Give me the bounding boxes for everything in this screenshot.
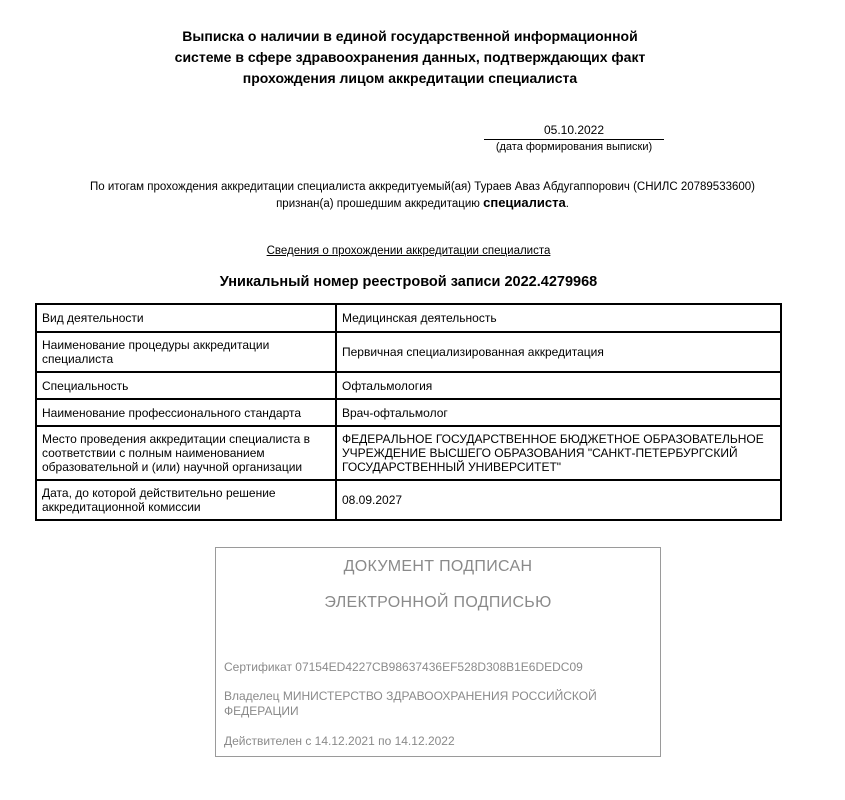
stamp-heading-2: ЭЛЕКТРОННОЙ ПОДПИСЬЮ xyxy=(324,594,552,611)
result-line-2 xyxy=(20,195,825,212)
table-row xyxy=(36,372,781,399)
date-block xyxy=(484,123,664,154)
table-row xyxy=(36,332,781,372)
table-row xyxy=(36,304,781,332)
table-row xyxy=(36,399,781,426)
stamp-validity: Действителен с 14.12.2021 по 14.12.2022 xyxy=(224,734,455,748)
result-line-2-bold: специалиста xyxy=(483,195,566,210)
document-title xyxy=(150,26,670,89)
stamp-owner: Владелец МИНИСТЕРСТВО ЗДРАВООХРАНЕНИЯ РОССИЙСКОЙ ФЕДЕРАЦИИ xyxy=(224,689,597,718)
result-line-1: По итогам прохождения аккредитации специалиста аккредитуемый(ая) Тураев Аваз Абдугаппорович (СНИЛС 20789533600) xyxy=(89,181,756,193)
row-value: Медицинская деятельность xyxy=(336,304,781,332)
issue-date: 05.10.2022 xyxy=(484,123,664,140)
stamp-certificate: Сертификат 07154ED4227CB98637436EF528D308B1E6DEDC09 xyxy=(224,660,583,674)
row-value: 08.09.2027 xyxy=(336,480,781,520)
row-value: ФЕДЕРАЛЬНОЕ ГОСУДАРСТВЕННОЕ БЮДЖЕТНОЕ ОБРАЗОВАТЕЛЬНОЕ УЧРЕЖДЕНИЕ ВЫСШЕГО ОБРАЗОВАНИЯ "САНКТ-ПЕТЕРБУРГСКИЙ ГОСУДАРСТВЕННЫЙ УНИВЕРСИТЕТ" xyxy=(336,426,781,480)
table-row xyxy=(36,426,781,480)
row-label: Дата, до которой действительно решение аккредитационной комиссии xyxy=(36,480,336,520)
electronic-signature-stamp xyxy=(215,547,661,757)
row-value: Врач-офтальмолог xyxy=(336,399,781,426)
issue-date-caption: (дата формирования выписки) xyxy=(495,141,653,153)
row-label: Вид деятельности xyxy=(36,304,336,332)
row-label: Место проведения аккредитации специалиста в соответствии с полным наименованием образовательной и (или) научной организации xyxy=(36,426,336,480)
registry-number: Уникальный номер реестровой записи 2022.4279968 xyxy=(219,274,598,290)
row-label: Специальность xyxy=(36,372,336,399)
row-label: Наименование профессионального стандарта xyxy=(36,399,336,426)
row-label: Наименование процедуры аккредитации специалиста xyxy=(36,332,336,372)
table-row xyxy=(36,480,781,520)
result-line-2-prefix: признан(а) прошедшим аккредитацию xyxy=(276,198,480,210)
row-value: Офтальмология xyxy=(336,372,781,399)
result-line-2-suffix: . xyxy=(565,198,569,210)
title-line-3: прохождения лицом аккредитации специалиста xyxy=(242,70,578,86)
section-title: Сведения о прохождении аккредитации специалиста xyxy=(266,245,551,257)
title-line-1: Выписка о наличии в единой государственной информационной xyxy=(182,28,638,44)
row-value: Первичная специализированная аккредитация xyxy=(336,332,781,372)
title-line-2: системе в сфере здравоохранения данных, подтверждающих факт xyxy=(174,49,646,65)
accreditation-table xyxy=(35,303,782,521)
stamp-heading-1: ДОКУМЕНТ ПОДПИСАН xyxy=(343,558,533,575)
accreditation-result xyxy=(20,180,825,212)
